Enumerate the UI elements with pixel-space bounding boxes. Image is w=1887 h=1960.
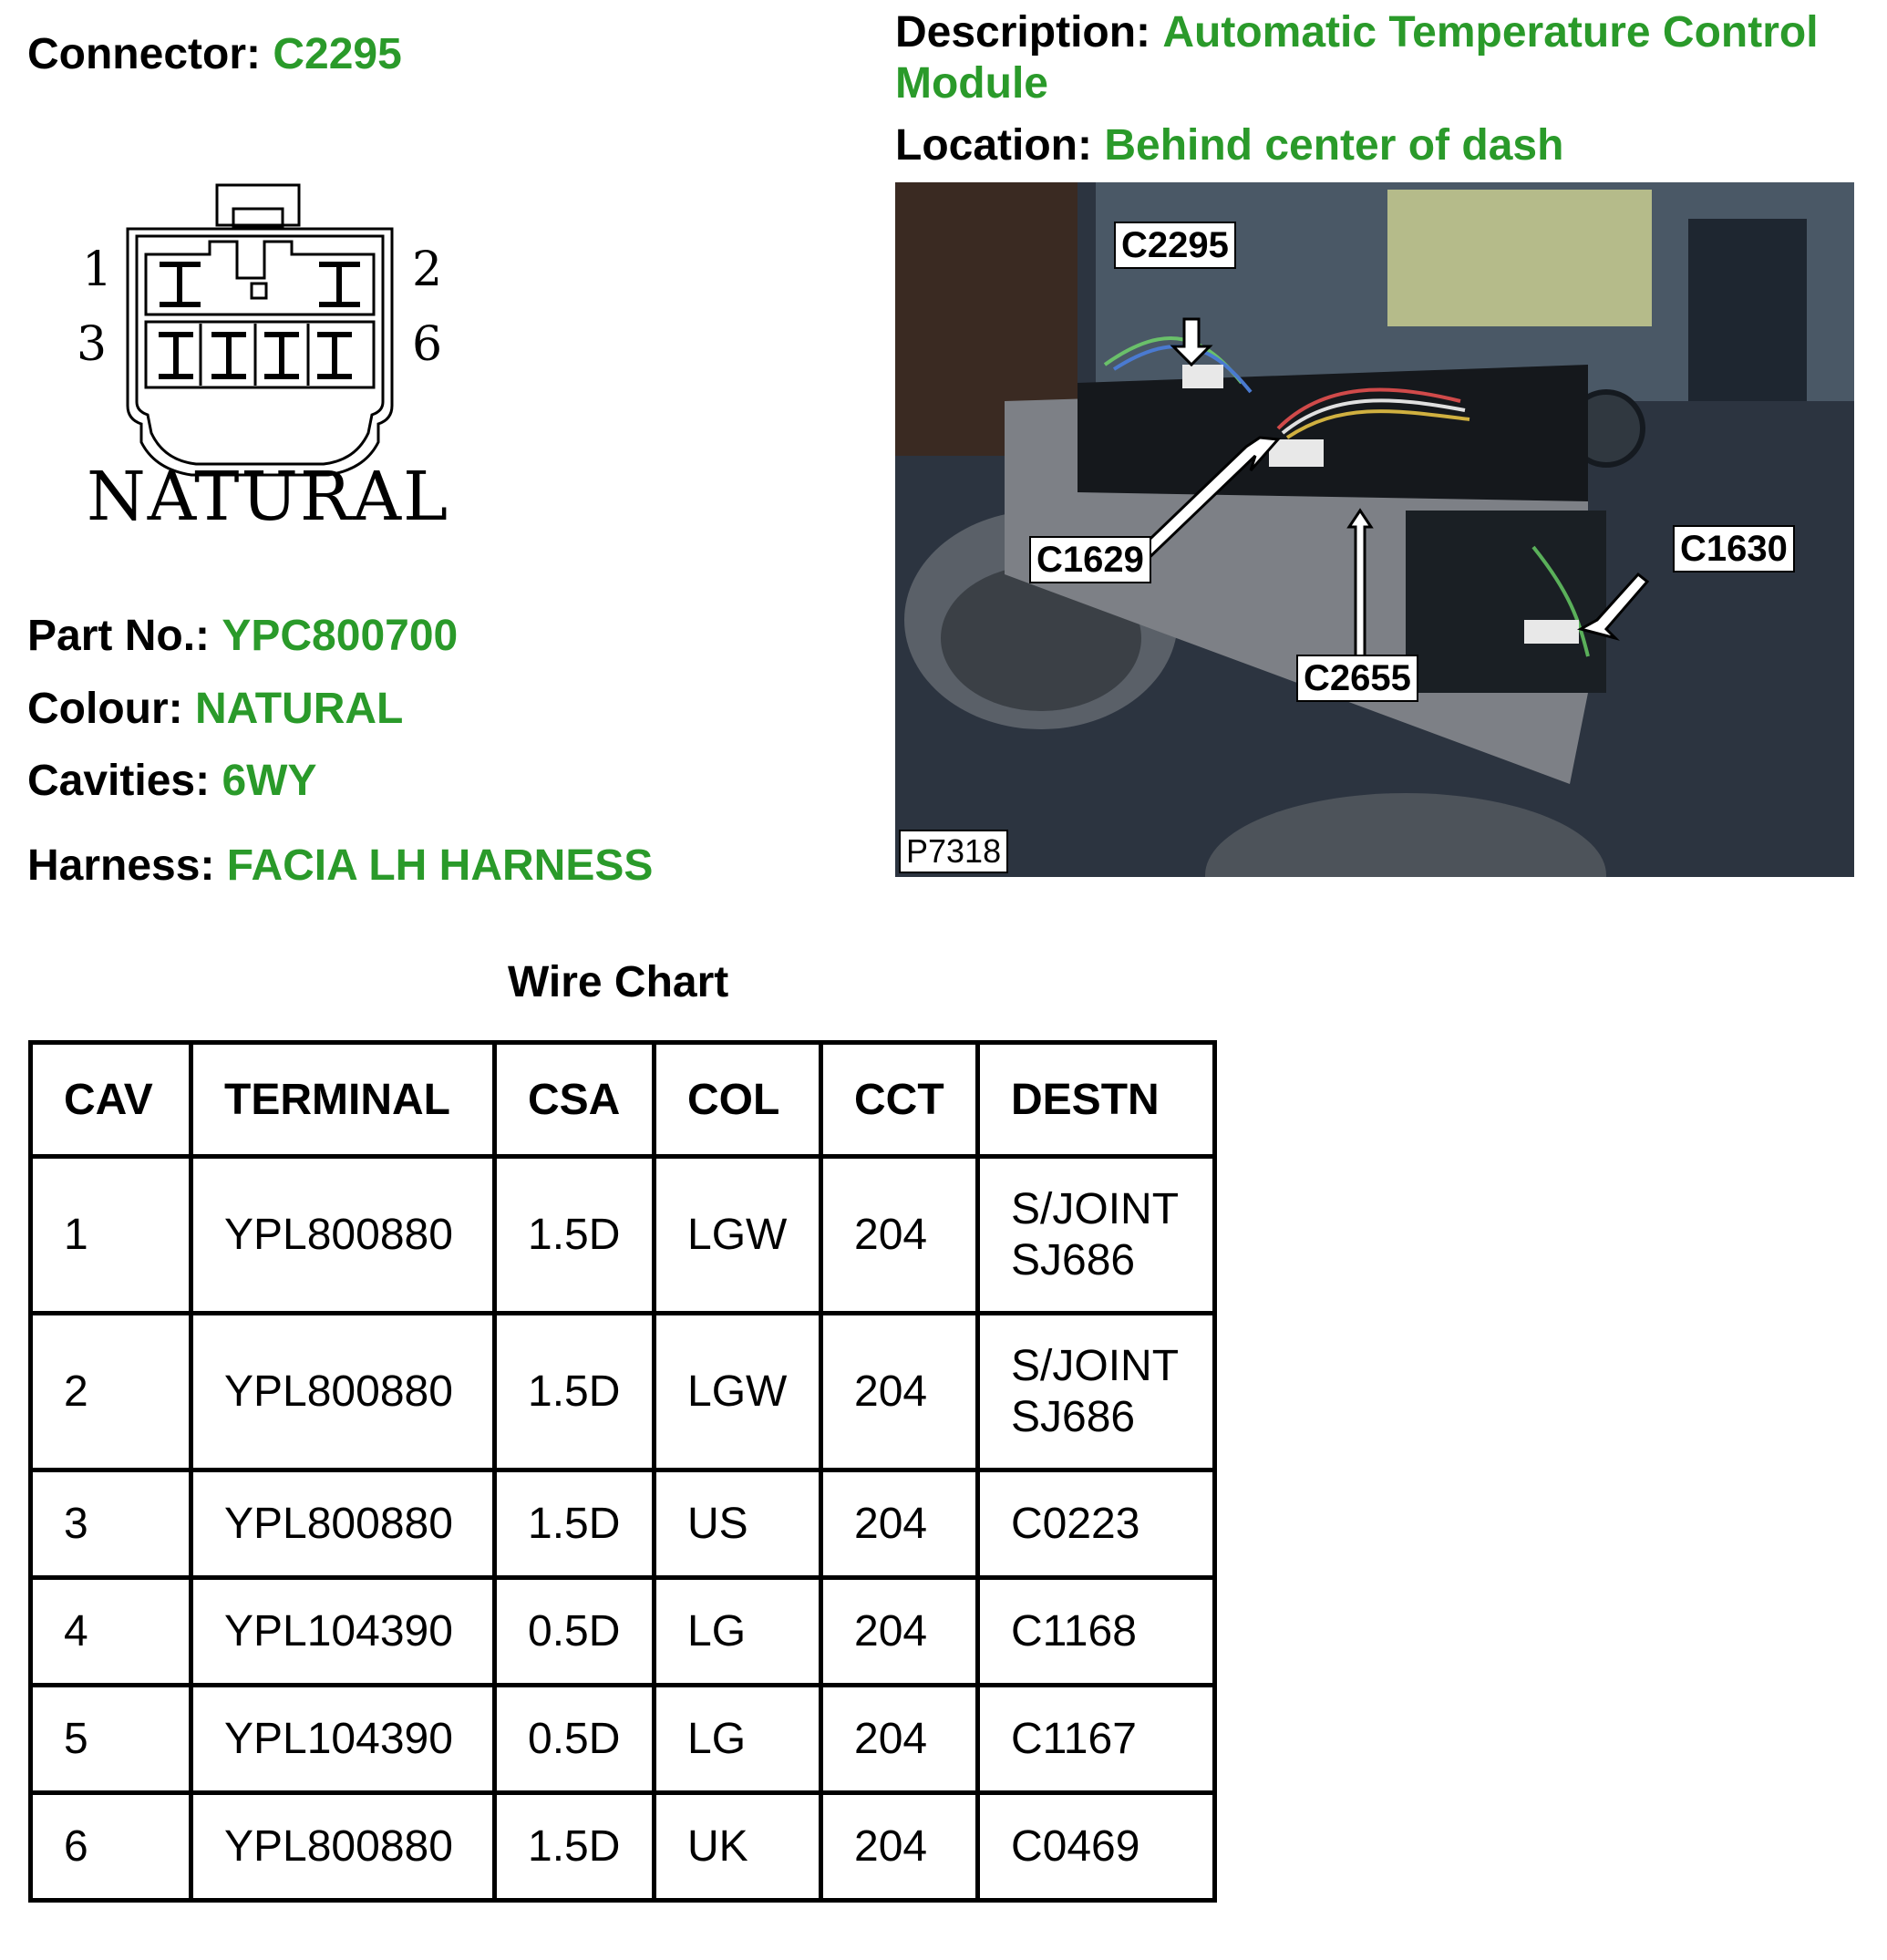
callout-c2295: C2295 xyxy=(1114,222,1236,269)
destn-line-1: S/JOINT xyxy=(1011,1341,1180,1390)
table-row xyxy=(31,1793,1215,1901)
harness-line xyxy=(27,841,653,891)
cavities-line xyxy=(27,756,316,806)
location-photo xyxy=(895,182,1854,877)
colour-line xyxy=(27,684,403,734)
header-cav: CAV xyxy=(31,1043,191,1157)
table-row xyxy=(31,1470,1215,1578)
cell-terminal: YPL800880 xyxy=(191,1793,495,1901)
connector-line xyxy=(27,29,402,79)
cell-cav: 1 xyxy=(31,1157,191,1314)
location-line xyxy=(895,120,1563,170)
table-header-row xyxy=(31,1043,1215,1157)
cell-csa: 1.5D xyxy=(495,1157,655,1314)
cell-destn: C1167 xyxy=(978,1686,1215,1793)
cell-terminal: YPL800880 xyxy=(191,1314,495,1470)
destn-line-1: S/JOINT xyxy=(1011,1184,1180,1233)
cell-destn xyxy=(978,1157,1215,1314)
header-cct: CCT xyxy=(821,1043,978,1157)
cell-csa: 1.5D xyxy=(495,1793,655,1901)
cell-col: US xyxy=(655,1470,821,1578)
cell-col: UK xyxy=(655,1793,821,1901)
pin-label-1: 1 xyxy=(82,242,113,297)
cell-cct: 204 xyxy=(821,1470,978,1578)
cavities-label: Cavities: xyxy=(27,757,211,805)
cell-csa: 1.5D xyxy=(495,1470,655,1578)
cell-csa: 0.5D xyxy=(495,1578,655,1686)
cell-csa: 1.5D xyxy=(495,1314,655,1470)
cell-cav: 5 xyxy=(31,1686,191,1793)
colour-label: Colour: xyxy=(27,685,183,733)
cell-terminal: YPL104390 xyxy=(191,1686,495,1793)
cavities-value: 6WY xyxy=(222,757,317,805)
pin-label-2: 2 xyxy=(412,242,443,297)
cell-cct: 204 xyxy=(821,1686,978,1793)
pin-label-6: 6 xyxy=(412,317,443,372)
harness-label: Harness: xyxy=(27,841,215,890)
cell-destn: C0469 xyxy=(978,1793,1215,1901)
part-number-line xyxy=(27,611,458,661)
table-row xyxy=(31,1314,1215,1470)
pin-label-3: 3 xyxy=(77,317,108,372)
cell-destn xyxy=(978,1314,1215,1470)
part-number-label: Part No.: xyxy=(27,612,211,660)
cell-cct: 204 xyxy=(821,1157,978,1314)
photo-id-label: P7318 xyxy=(899,830,1008,873)
cell-cct: 204 xyxy=(821,1314,978,1470)
cell-destn: C0223 xyxy=(978,1470,1215,1578)
description-label: Description: xyxy=(895,8,1151,57)
header-terminal: TERMINAL xyxy=(191,1043,495,1157)
cell-terminal: YPL104390 xyxy=(191,1578,495,1686)
table-row xyxy=(31,1157,1215,1314)
colour-value: NATURAL xyxy=(194,685,404,733)
connector-colour-caption: NATURAL xyxy=(87,458,450,536)
header-destn: DESTN xyxy=(978,1043,1215,1157)
cell-cav: 2 xyxy=(31,1314,191,1470)
cell-col: LG xyxy=(655,1686,821,1793)
callout-c2655: C2655 xyxy=(1296,655,1418,702)
cell-col: LG xyxy=(655,1578,821,1686)
callout-c1629: C1629 xyxy=(1029,536,1151,583)
cell-destn: C1168 xyxy=(978,1578,1215,1686)
cell-cav: 4 xyxy=(31,1578,191,1686)
connector-value: C2295 xyxy=(273,30,402,78)
description-value: Automatic Temperature Control Module xyxy=(895,8,1819,108)
cell-cct: 204 xyxy=(821,1793,978,1901)
cell-cct: 204 xyxy=(821,1578,978,1686)
cell-col: LGW xyxy=(655,1157,821,1314)
wire-chart-table xyxy=(28,1040,1217,1903)
table-row xyxy=(31,1686,1215,1793)
cell-col: LGW xyxy=(655,1314,821,1470)
description-line xyxy=(895,7,1880,109)
header-col: COL xyxy=(655,1043,821,1157)
cell-terminal: YPL800880 xyxy=(191,1157,495,1314)
cell-cav: 3 xyxy=(31,1470,191,1578)
header-csa: CSA xyxy=(495,1043,655,1157)
destn-line-2: SJ686 xyxy=(1011,1235,1136,1284)
callout-c1630: C1630 xyxy=(1673,525,1795,573)
location-label: Location: xyxy=(895,121,1092,170)
part-number-value: YPC800700 xyxy=(222,612,459,660)
harness-value: FACIA LH HARNESS xyxy=(226,841,654,890)
location-value: Behind center of dash xyxy=(1104,121,1564,170)
wire-chart-title: Wire Chart xyxy=(508,958,729,1006)
cell-csa: 0.5D xyxy=(495,1686,655,1793)
destn-line-2: SJ686 xyxy=(1011,1392,1136,1441)
cell-cav: 6 xyxy=(31,1793,191,1901)
connector-label: Connector: xyxy=(27,30,261,78)
table-row xyxy=(31,1578,1215,1686)
cell-terminal: YPL800880 xyxy=(191,1470,495,1578)
